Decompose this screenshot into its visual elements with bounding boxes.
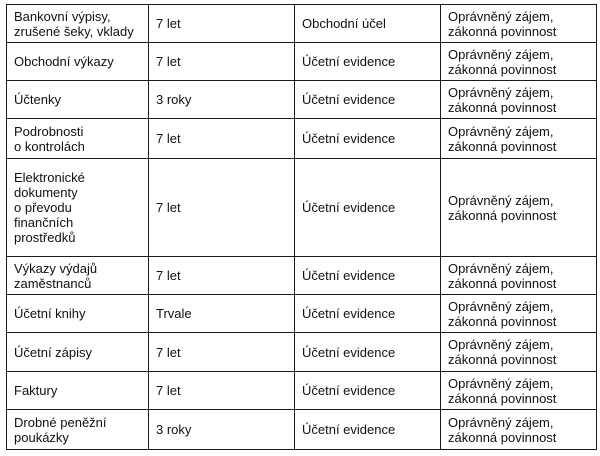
table-row xyxy=(7,372,597,410)
record-type-cell: Podrobnosti o kontrolách xyxy=(7,119,149,159)
retention-period-cell: Trvale xyxy=(149,295,295,333)
retention-period-cell: 7 let xyxy=(149,5,295,43)
table-row xyxy=(7,5,597,43)
legal-basis-cell: Oprávněný zájem, zákonná povinnost xyxy=(441,257,597,295)
purpose-cell: Účetní evidence xyxy=(295,333,441,372)
record-type-cell: Obchodní výkazy xyxy=(7,43,149,81)
retention-table xyxy=(6,4,597,450)
legal-basis-cell: Oprávněný zájem, zákonná povinnost xyxy=(441,119,597,159)
table-row xyxy=(7,257,597,295)
record-type-cell: Faktury xyxy=(7,372,149,410)
table-row xyxy=(7,333,597,372)
purpose-cell: Účetní evidence xyxy=(295,295,441,333)
table-row xyxy=(7,81,597,119)
record-type-cell: Výkazy výdajů zaměstnanců xyxy=(7,257,149,295)
table-row xyxy=(7,295,597,333)
record-type-cell: Elektronické dokumenty o převodu finančních prostředků xyxy=(7,159,149,257)
retention-period-cell: 3 roky xyxy=(149,81,295,119)
purpose-cell: Účetní evidence xyxy=(295,119,441,159)
table-row xyxy=(7,119,597,159)
purpose-cell: Účetní evidence xyxy=(295,372,441,410)
purpose-cell: Účetní evidence xyxy=(295,43,441,81)
legal-basis-cell: Oprávněný zájem, zákonná povinnost xyxy=(441,372,597,410)
purpose-cell: Obchodní účel xyxy=(295,5,441,43)
record-type-cell: Účtenky xyxy=(7,81,149,119)
record-type-cell: Účetní zápisy xyxy=(7,333,149,372)
retention-period-cell: 3 roky xyxy=(149,410,295,450)
legal-basis-cell: Oprávněný zájem, zákonná povinnost xyxy=(441,159,597,257)
purpose-cell: Účetní evidence xyxy=(295,81,441,119)
retention-period-cell: 7 let xyxy=(149,43,295,81)
legal-basis-cell: Oprávněný zájem, zákonná povinnost xyxy=(441,5,597,43)
retention-period-cell: 7 let xyxy=(149,372,295,410)
retention-period-cell: 7 let xyxy=(149,119,295,159)
legal-basis-cell: Oprávněný zájem, zákonná povinnost xyxy=(441,333,597,372)
legal-basis-cell: Oprávněný zájem, zákonná povinnost xyxy=(441,43,597,81)
record-type-cell: Bankovní výpisy, zrušené šeky, vklady xyxy=(7,5,149,43)
retention-period-cell: 7 let xyxy=(149,257,295,295)
legal-basis-cell: Oprávněný zájem, zákonná povinnost xyxy=(441,81,597,119)
table-row xyxy=(7,410,597,450)
table-row xyxy=(7,159,597,257)
record-type-cell: Účetní knihy xyxy=(7,295,149,333)
table-row xyxy=(7,43,597,81)
record-type-cell: Drobné peněžní poukázky xyxy=(7,410,149,450)
purpose-cell: Účetní evidence xyxy=(295,410,441,450)
retention-period-cell: 7 let xyxy=(149,333,295,372)
purpose-cell: Účetní evidence xyxy=(295,257,441,295)
retention-period-cell: 7 let xyxy=(149,159,295,257)
legal-basis-cell: Oprávněný zájem, zákonná povinnost xyxy=(441,410,597,450)
legal-basis-cell: Oprávněný zájem, zákonná povinnost xyxy=(441,295,597,333)
purpose-cell: Účetní evidence xyxy=(295,159,441,257)
